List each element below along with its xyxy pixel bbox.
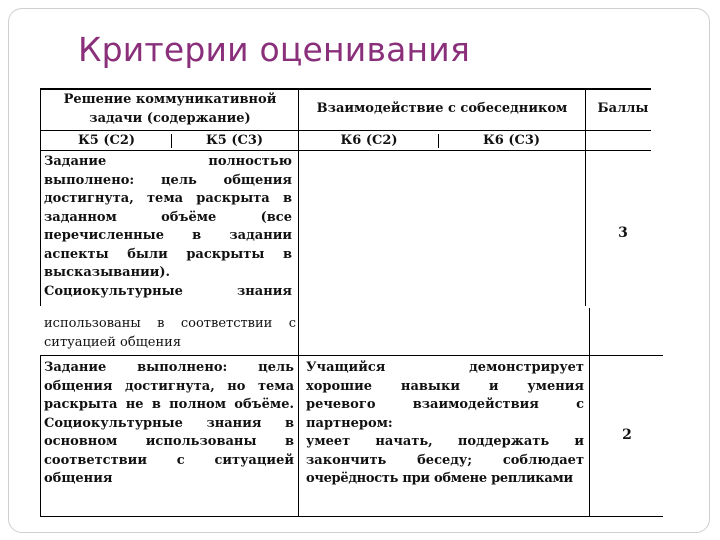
row1-score: 3 [618, 225, 628, 241]
table-header-divider [40, 130, 651, 131]
row1-content-line: ситуацией общения [44, 334, 182, 350]
row1-content-line: достигнута, тема раскрыта в [44, 191, 292, 206]
table-left-border [40, 88, 41, 306]
table-subcol-divider-k6 [438, 134, 439, 148]
row2-content-line: Социокультурные знания в [44, 415, 294, 431]
row2-content-line: Задание выполнено: цель [44, 360, 294, 375]
row2-interaction-line: закончить беседу; соблюдает [306, 452, 584, 468]
subheader-k5-c2: К5 (С2) [77, 133, 136, 148]
subheader-k5-c3: К5 (С3) [205, 133, 264, 148]
table-bottom-border [40, 516, 663, 517]
table-col2-divider [585, 88, 586, 306]
row2-interaction-line: хорошие навыки и умения [306, 378, 584, 394]
subheader-k6-c2: К6 (С2) [340, 133, 398, 148]
table-row-divider [40, 355, 663, 356]
table-left-border-lower [40, 355, 41, 517]
row2-content-line: общения достигнута, но тема [44, 378, 294, 394]
table-row [44, 359, 294, 489]
row2-score: 2 [622, 427, 632, 443]
header-content: Решение коммуникативной задачи (содержание) [63, 92, 277, 126]
row1-content-line: высказывании). [44, 265, 171, 280]
row2-interaction-line: очерёдность при обмене репликами [306, 471, 573, 486]
header-score: Баллы [597, 101, 649, 116]
row1-content-line: перечисленные в задании [44, 228, 292, 243]
header-interaction: Взаимодействие с собеседником [316, 101, 568, 116]
subheader-k6-c3: К6 (С3) [482, 133, 541, 148]
row2-interaction [306, 359, 584, 489]
table-row-continued [44, 315, 296, 352]
table-row [44, 153, 292, 301]
row1-content-line: Задание полностью [44, 154, 292, 169]
row2-interaction-line: речевого взаимодействия с [306, 397, 584, 412]
row1-content-line: Социокультурные знания [44, 283, 292, 299]
table-top-border [40, 88, 651, 90]
page-title: Критерии оценивания [78, 30, 471, 69]
row2-interaction-line: Учащийся демонстрирует [306, 360, 584, 375]
row1-content-line: выполнено: цель общения [44, 172, 292, 188]
table-col2-divider-lower [589, 308, 590, 517]
row2-content-line: соответствии с ситуацией [44, 452, 294, 468]
table-col1-divider-lower [298, 306, 299, 517]
row1-content-line: использованы в соответствии с [44, 316, 296, 331]
row2-content-line: общения [44, 471, 113, 486]
table-subcol-divider-k5 [171, 134, 172, 148]
table-col1-divider [298, 88, 299, 306]
row2-content-line: основном использованы в [44, 434, 294, 449]
row2-interaction-line: умеет начать, поддержать и [306, 434, 584, 449]
row2-content-line: раскрыта не в полном объёме. [44, 397, 294, 412]
row1-content-line: заданном объёме (все [44, 209, 292, 225]
row1-content-line: аспекты были раскрыты в [44, 246, 292, 262]
row2-interaction-line: партнером: [306, 415, 393, 431]
